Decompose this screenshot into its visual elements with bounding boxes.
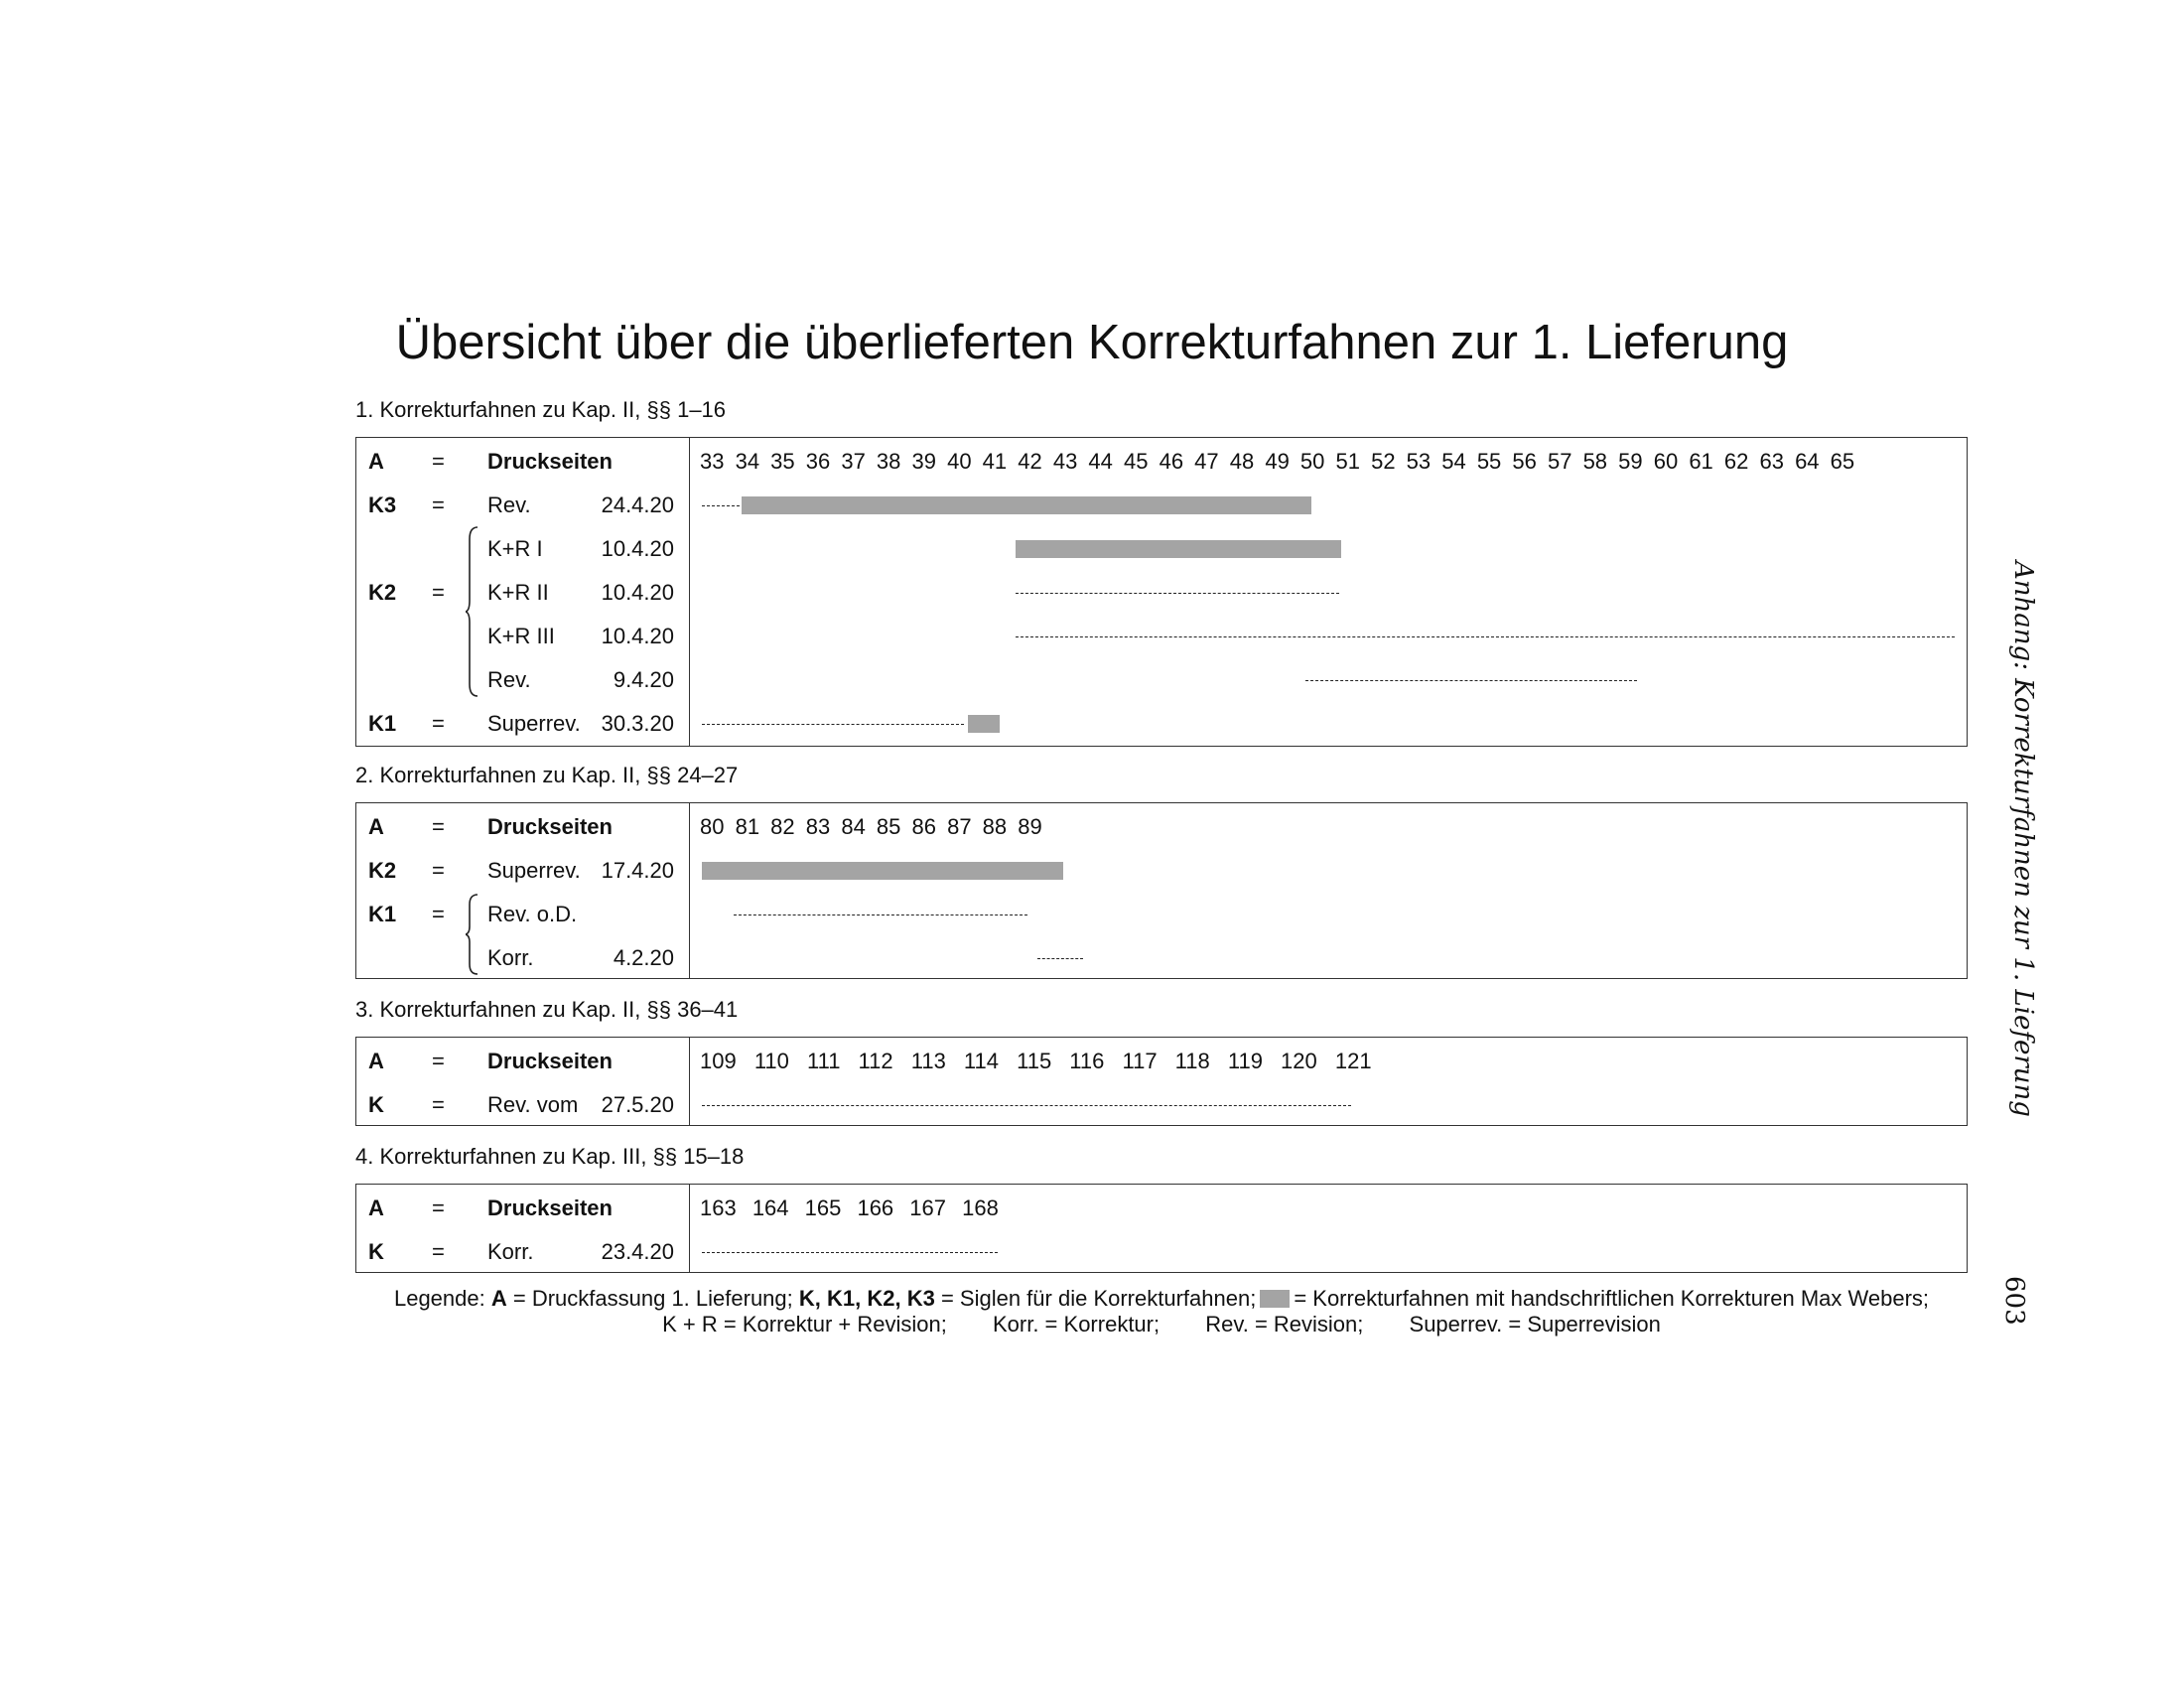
page-numbers: 33 34 35 36 37 38 39 40 41 42 43 44 45 46 47 48 49 50 51 52 53 54 55 56 57 58 59 60 61 62 63 64 65 xyxy=(700,449,1855,474)
legend-prefix: Legende: xyxy=(393,1286,485,1311)
equals-sign: = xyxy=(432,902,445,926)
row-date: 4.2.20 xyxy=(613,945,674,970)
legend-superrev: Superrev. = Superrevision xyxy=(1409,1312,1661,1336)
row-date: 10.4.20 xyxy=(601,580,674,605)
siglum: A xyxy=(368,1196,384,1220)
equals-sign: = xyxy=(432,814,445,839)
siglum: A xyxy=(368,814,384,839)
siglum: K2 xyxy=(368,858,397,883)
column-divider xyxy=(689,1038,690,1125)
section-heading-4: 4. Korrekturfahnen zu Kap. III, §§ 15–18 xyxy=(355,1144,745,1169)
equals-sign: = xyxy=(432,1049,445,1073)
handwritten-correction-bar xyxy=(742,496,1311,514)
handwritten-correction-bar xyxy=(1016,540,1341,558)
siglum: K xyxy=(368,1239,384,1264)
legend-a-text: = Druckfassung 1. Lieferung; xyxy=(512,1286,793,1311)
row-label: Rev. xyxy=(487,492,531,517)
legend-row-1 xyxy=(355,1286,1968,1312)
dashed-line xyxy=(702,724,964,725)
header-label: Druckseiten xyxy=(487,814,613,839)
header-label: Druckseiten xyxy=(487,449,613,474)
table-section-1 xyxy=(355,437,1968,747)
row-date: 23.4.20 xyxy=(601,1239,674,1264)
section-heading-1: 1. Korrekturfahnen zu Kap. II, §§ 1–16 xyxy=(355,397,727,422)
row-label: K+R III xyxy=(487,624,555,648)
row-date: 27.5.20 xyxy=(601,1092,674,1117)
equals-sign: = xyxy=(432,1196,445,1220)
column-divider xyxy=(689,438,690,746)
legend-rev: Rev. = Revision; xyxy=(1205,1312,1364,1336)
row-label: Superrev. xyxy=(487,711,581,736)
dashed-line xyxy=(1016,593,1339,594)
row-label: Rev. vom xyxy=(487,1092,579,1117)
page-title: Übersicht über die überlieferten Korrekturfahnen zur 1. Lieferung xyxy=(395,316,1789,369)
dashed-line xyxy=(702,1252,998,1253)
siglum: A xyxy=(368,1049,384,1073)
section-heading-3: 3. Korrekturfahnen zu Kap. II, §§ 36–41 xyxy=(355,997,739,1022)
column-divider xyxy=(689,1185,690,1272)
row-date: 30.3.20 xyxy=(601,711,674,736)
legend xyxy=(355,1286,1968,1337)
row-date: 10.4.20 xyxy=(601,624,674,648)
section-heading-2: 2. Korrekturfahnen zu Kap. II, §§ 24–27 xyxy=(355,763,739,787)
equals-sign: = xyxy=(432,580,445,605)
equals-sign: = xyxy=(432,711,445,736)
siglum: K3 xyxy=(368,492,397,517)
table-section-4 xyxy=(355,1184,1968,1273)
row-label: Rev. o.D. xyxy=(487,902,578,926)
page-number xyxy=(1995,1276,2055,1336)
column-divider xyxy=(689,803,690,978)
running-head-text: Anhang: Korrekturfahnen zur 1. Lieferung xyxy=(2008,561,2038,1117)
handwritten-correction-bar xyxy=(968,715,1000,733)
row-date: 10.4.20 xyxy=(601,536,674,561)
dashed-line xyxy=(734,914,1027,915)
equals-sign: = xyxy=(432,1092,445,1117)
brace xyxy=(466,525,479,698)
equals-sign: = xyxy=(432,858,445,883)
dashed-line xyxy=(702,1105,1351,1106)
siglum: A xyxy=(368,449,384,474)
dashed-line xyxy=(1037,958,1083,959)
running-head xyxy=(2008,561,2040,1117)
table-section-2 xyxy=(355,802,1968,979)
legend-bar-swatch xyxy=(1260,1290,1290,1308)
dashed-line xyxy=(1305,680,1637,681)
table-section-3 xyxy=(355,1037,1968,1126)
legend-korr: Korr. = Korrektur; xyxy=(992,1312,1160,1336)
legend-k-sigla: K, K1, K2, K3 xyxy=(798,1286,935,1311)
row-label: Rev. xyxy=(487,667,531,692)
page-numbers: 109 110 111 112 113 114 115 116 117 118 119 120 121 xyxy=(700,1049,1372,1073)
header-label: Druckseiten xyxy=(487,1049,613,1073)
legend-k-text: = Siglen für die Korrekturfahnen; xyxy=(940,1286,1257,1311)
row-label: K+R II xyxy=(487,580,549,605)
row-label: Superrev. xyxy=(487,858,581,883)
row-date: 24.4.20 xyxy=(601,492,674,517)
dashed-line xyxy=(1016,636,1955,637)
page-number-text: 603 xyxy=(1999,1276,2029,1326)
equals-sign: = xyxy=(432,492,445,517)
header-label: Druckseiten xyxy=(487,1196,613,1220)
legend-swatch-text: = Korrekturfahnen mit handschriftlichen Korrekturen Max Webers; xyxy=(1294,1286,1930,1311)
row-label: Korr. xyxy=(487,1239,534,1264)
siglum: K2 xyxy=(368,580,397,605)
brace xyxy=(466,893,479,976)
row-label: Korr. xyxy=(487,945,534,970)
legend-kr: K + R = Korrektur + Revision; xyxy=(662,1312,947,1336)
siglum: K xyxy=(368,1092,384,1117)
siglum: K1 xyxy=(368,711,397,736)
row-label: K+R I xyxy=(487,536,543,561)
row-date: 17.4.20 xyxy=(601,858,674,883)
handwritten-correction-bar xyxy=(702,862,1063,880)
equals-sign: = xyxy=(432,449,445,474)
dashed-line xyxy=(702,505,740,506)
page-numbers: 80 81 82 83 84 85 86 87 88 89 xyxy=(700,814,1042,839)
legend-a-siglum: A xyxy=(490,1286,507,1311)
page-numbers: 163 164 165 166 167 168 xyxy=(700,1196,999,1220)
row-date: 9.4.20 xyxy=(613,667,674,692)
siglum: K1 xyxy=(368,902,397,926)
equals-sign: = xyxy=(432,1239,445,1264)
legend-row-2 xyxy=(355,1312,1968,1337)
